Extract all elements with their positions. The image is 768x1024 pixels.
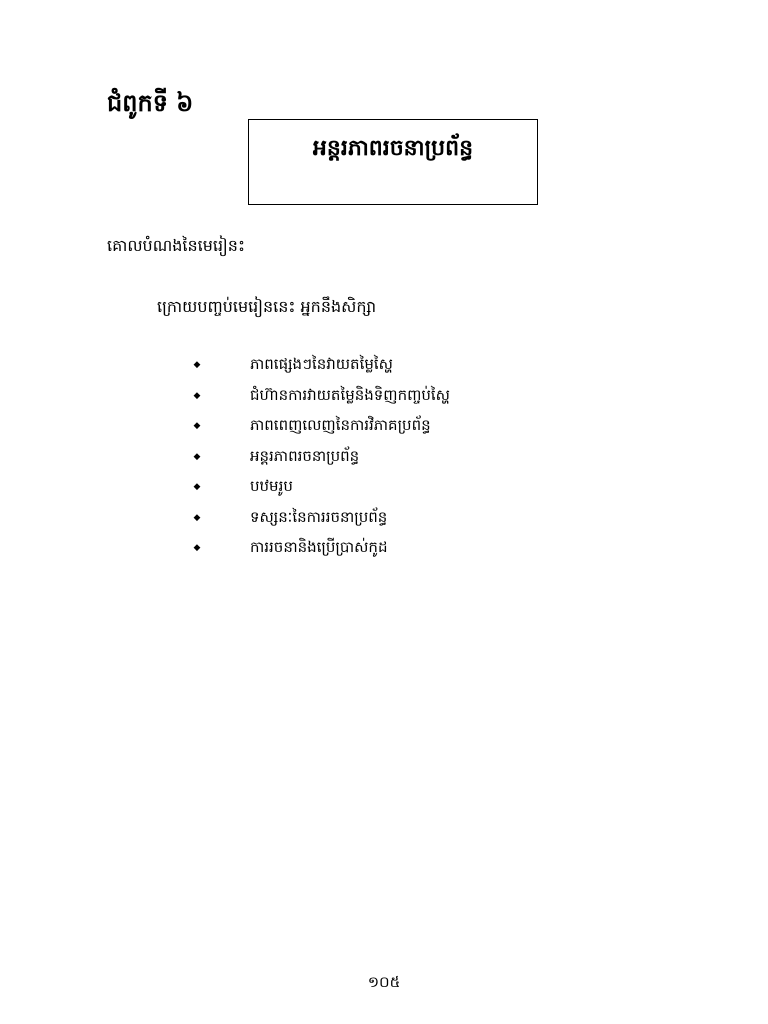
diamond-bullet-icon: ◆ [193,360,201,370]
chapter-heading: ជំពូកទី ៦ [107,89,194,117]
objectives-list [0,355,560,569]
diamond-bullet-icon: ◆ [193,451,201,462]
list-item-text: បឋមរូប [250,477,293,495]
list-item-text: ការរចនានិងប្រើប្រាស់កូដ [250,538,388,556]
page-title: អន្តរភាពរចនាប្រព័ន្ធ [312,136,474,161]
objectives-intro: ក្រោយបញ្ចប់មេរៀននេះ អ្នកនឹងសិក្សា [157,297,377,316]
list-item-text: ភាពពេញលេញនៃការវិភាគប្រព័ន្ធ [250,416,431,434]
list-item-text: ទស្សនៈនៃការរចនាប្រព័ន្ធ [250,507,388,526]
title-box [248,119,538,205]
diamond-bullet-icon: ◆ [193,543,201,553]
objectives-label: គោលបំណងនៃមេរៀនះ [107,236,245,255]
list-item-text: ជំហ៊ានការវាយតម្លៃនិងទិញកញ្ចប់ស្ហៃ [250,385,450,404]
list-item-text: អន្តរភាពរចនាប្រព័ន្ធ [250,446,360,465]
diamond-bullet-icon: ◆ [193,421,201,431]
list-item [0,416,560,447]
list-item [0,508,560,539]
list-item [0,447,560,478]
page-number: ១០៥ [367,973,401,991]
diamond-bullet-icon: ◆ [193,390,201,401]
list-item [0,355,560,386]
list-item-text: ភាពផ្សេងៗនៃវាយតម្លៃស្ហៃ [250,355,393,373]
list-item [0,477,560,508]
diamond-bullet-icon: ◆ [193,512,201,523]
list-item [0,386,560,417]
diamond-bullet-icon: ◆ [193,482,201,492]
list-item [0,538,560,569]
